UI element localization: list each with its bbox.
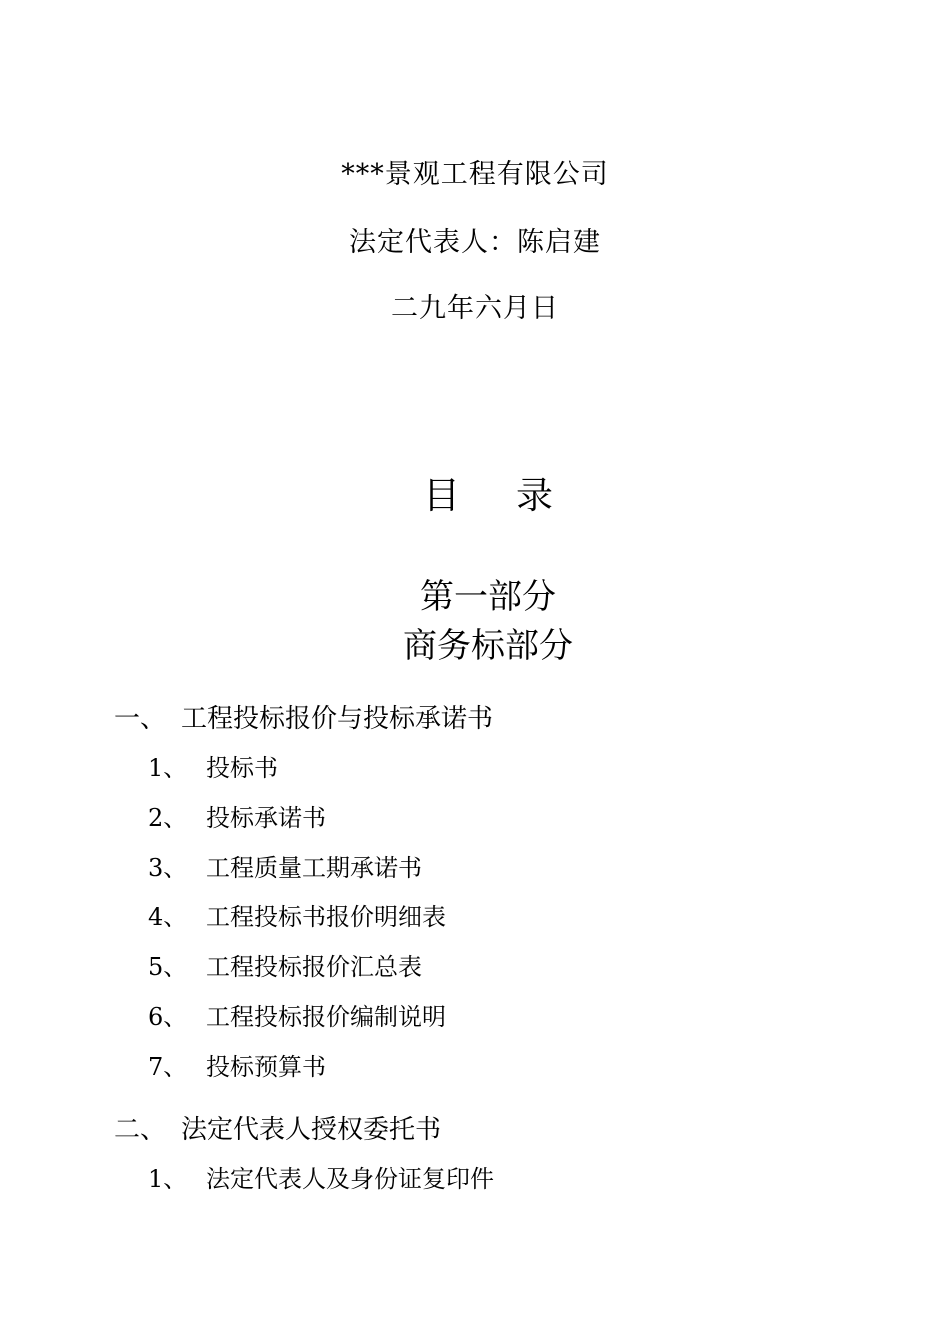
toc-item[interactable] bbox=[148, 852, 422, 884]
item-text: 法定代表人及身份证复印件 bbox=[206, 1165, 494, 1193]
toc-item[interactable] bbox=[148, 802, 326, 834]
item-text: 投标预算书 bbox=[206, 1053, 326, 1081]
legal-representative: 法定代表人：陈启建 bbox=[349, 227, 601, 258]
toc-item[interactable] bbox=[148, 901, 446, 933]
item-number: 2、 bbox=[148, 804, 188, 832]
item-text: 工程投标报价汇总表 bbox=[206, 953, 422, 981]
toc-title-char-1: 目 bbox=[423, 474, 460, 517]
toc-section-2[interactable] bbox=[114, 1113, 441, 1147]
part-heading-line-1: 第一部分 bbox=[420, 577, 556, 617]
toc-item[interactable] bbox=[148, 951, 422, 983]
item-text: 工程投标报价编制说明 bbox=[206, 1003, 446, 1031]
toc-item[interactable] bbox=[148, 752, 278, 784]
section-title: 工程投标报价与投标承诺书 bbox=[181, 704, 494, 734]
section-number: 一、 bbox=[114, 704, 167, 734]
item-number: 7、 bbox=[148, 1053, 188, 1081]
item-number: 1、 bbox=[148, 1165, 188, 1193]
toc-item[interactable] bbox=[148, 1163, 494, 1195]
item-text: 工程质量工期承诺书 bbox=[206, 854, 422, 882]
item-number: 4、 bbox=[148, 903, 188, 931]
item-number: 6、 bbox=[148, 1003, 188, 1031]
toc-section-1[interactable] bbox=[114, 702, 493, 736]
item-text: 投标书 bbox=[206, 754, 278, 782]
company-name: ***景观工程有限公司 bbox=[341, 159, 609, 190]
item-text: 投标承诺书 bbox=[206, 804, 326, 832]
toc-item[interactable] bbox=[148, 1051, 326, 1083]
section-number: 二、 bbox=[114, 1115, 167, 1145]
item-number: 3、 bbox=[148, 854, 188, 882]
item-number: 1、 bbox=[148, 754, 188, 782]
item-text: 工程投标书报价明细表 bbox=[206, 903, 446, 931]
section-title: 法定代表人授权委托书 bbox=[181, 1115, 442, 1145]
part-heading-line-2: 商务标部分 bbox=[403, 626, 573, 666]
toc-title bbox=[0, 474, 950, 518]
toc-title-char-2: 录 bbox=[516, 474, 553, 517]
item-number: 5、 bbox=[148, 953, 188, 981]
toc-item[interactable] bbox=[148, 1001, 446, 1033]
document-date: 二九年六月日 bbox=[391, 293, 559, 324]
